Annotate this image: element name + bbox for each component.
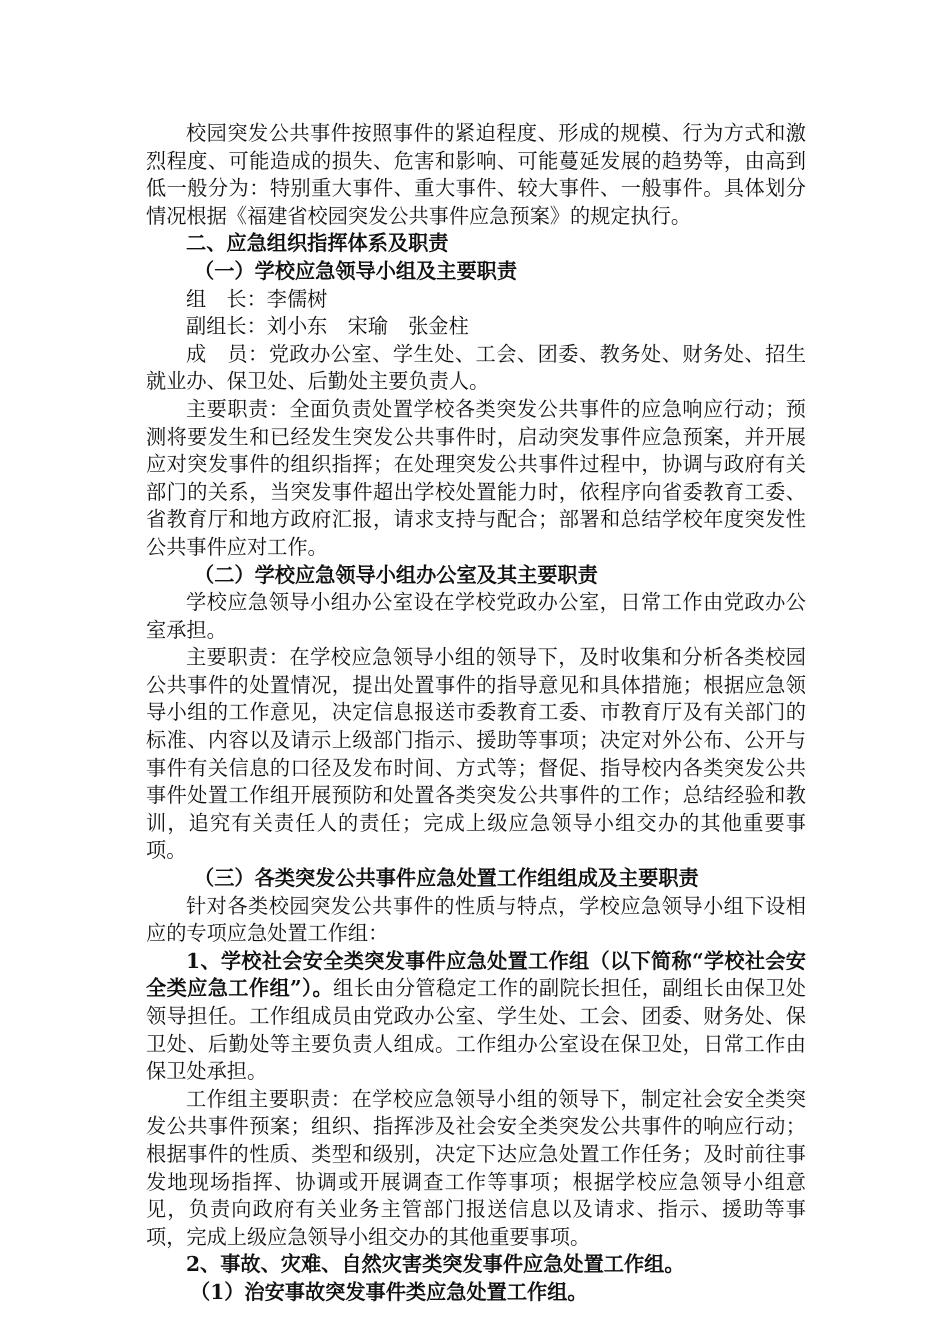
section-heading-2: 二、应急组织指挥体系及职责: [186, 231, 449, 256]
group-2-heading: 2、事故、灾难、自然灾害类突发事件应急处置工作组。: [186, 1252, 685, 1277]
deputy-line: 副组长：刘小东 宋瑜 张金柱: [186, 314, 469, 339]
paragraph-classification: 校园突发公共事件按照事件的紧迫程度、形成的规模、行为方式和激烈程度、可能造成的损失、危害和影响、可能蔓延发展的趋势等，由高到低一般分为：特别重大事件、重大事件、较大事件、一般事件。具体划分情况根据《福建省校园突发公共事件应急预案》的规定执行。: [146, 121, 806, 228]
subsection-heading-2: （二）学校应急领导小组办公室及其主要职责: [194, 562, 598, 587]
group-1-text: 组长由分管稳定工作的副院长担任，副组长由保卫处领导担任。工作组成员由党政办公室、学生处、工会、团委、财务处、保卫处、后勤处等主要负责人组成。工作组办公室设在保卫处，日常工作由保卫处承担。: [146, 976, 806, 1084]
intro-paragraph-3: 针对各类校园突发公共事件的性质与特点，学校应急领导小组下设相应的专项应急处置工作组：: [146, 893, 806, 946]
duty-paragraph-2: 主要职责：在学校应急领导小组的领导下，及时收集和分析各类校园公共事件的处置情况，提出处置事件的指导意见和具体措施；根据应急领导小组的工作意见，决定信息报送市委教育工委、市教育厅及有关部门的标准、内容以及请示上级部门指示、援助等事项；决定对外公布、公开与事件有关信息的口径及发布时间、方式等；督促、指导校内各类突发公共事件处置工作组开展预防和处置各类突发公共事件的工作；总结经验和教训，追究有关责任人的责任；完成上级应急领导小组交办的其他重要事项。: [146, 645, 806, 863]
group-1-paragraph: [146, 948, 806, 1086]
subsection-heading-3: （三）各类突发公共事件应急处置工作组组成及主要职责: [194, 866, 699, 891]
office-paragraph: 学校应急领导小组办公室设在学校党政办公室，日常工作由党政办公室承担。: [146, 590, 806, 642]
members-line: 成 员：党政办公室、学生处、工会、团委、教务处、财务处、招生就业办、保卫处、后勤处主要负责人。: [146, 341, 806, 394]
leader-line: 组 长：李儒树: [186, 286, 328, 311]
group-1-title: 1、学校社会安全类突发事件应急处置工作组（以下简称“学校社会安全类应急工作组”）。: [146, 948, 806, 1001]
document-body: [146, 120, 806, 1307]
duty-paragraph-1: 主要职责：全面负责处置学校各类突发公共事件的应急响应行动；预测将要发生和已经发生突发公共事件时，启动突发事件应急预案，并开展应对突发事件的组织指挥；在处理突发公共事件过程中，协调与政府有关部门的关系，当突发事件超出学校处置能力时，依程序向省委教育工委、省教育厅和地方政府汇报，请求支持与配合；部署和总结学校年度突发性公共事件应对工作。: [146, 396, 806, 559]
group-2-1-heading: （1）治安事故突发事件类应急处置工作组。: [190, 1279, 588, 1304]
subsection-heading-1: （一）学校应急领导小组及主要职责: [194, 258, 518, 283]
group-1-duty: 工作组主要职责：在学校应急领导小组的领导下，制定社会安全类突发公共事件预案；组织、指挥涉及社会安全类突发公共事件的响应行动；根据事件的性质、类型和级别，决定下达应急处置工作任务；及时前往事发地现场指挥、协调或开展调查工作等事项；根据学校应急领导小组意见，负责向政府有关业务主管部门报送信息以及请求、指示、援助等事项，完成上级应急领导小组交办的其他重要事项。: [146, 1086, 806, 1249]
